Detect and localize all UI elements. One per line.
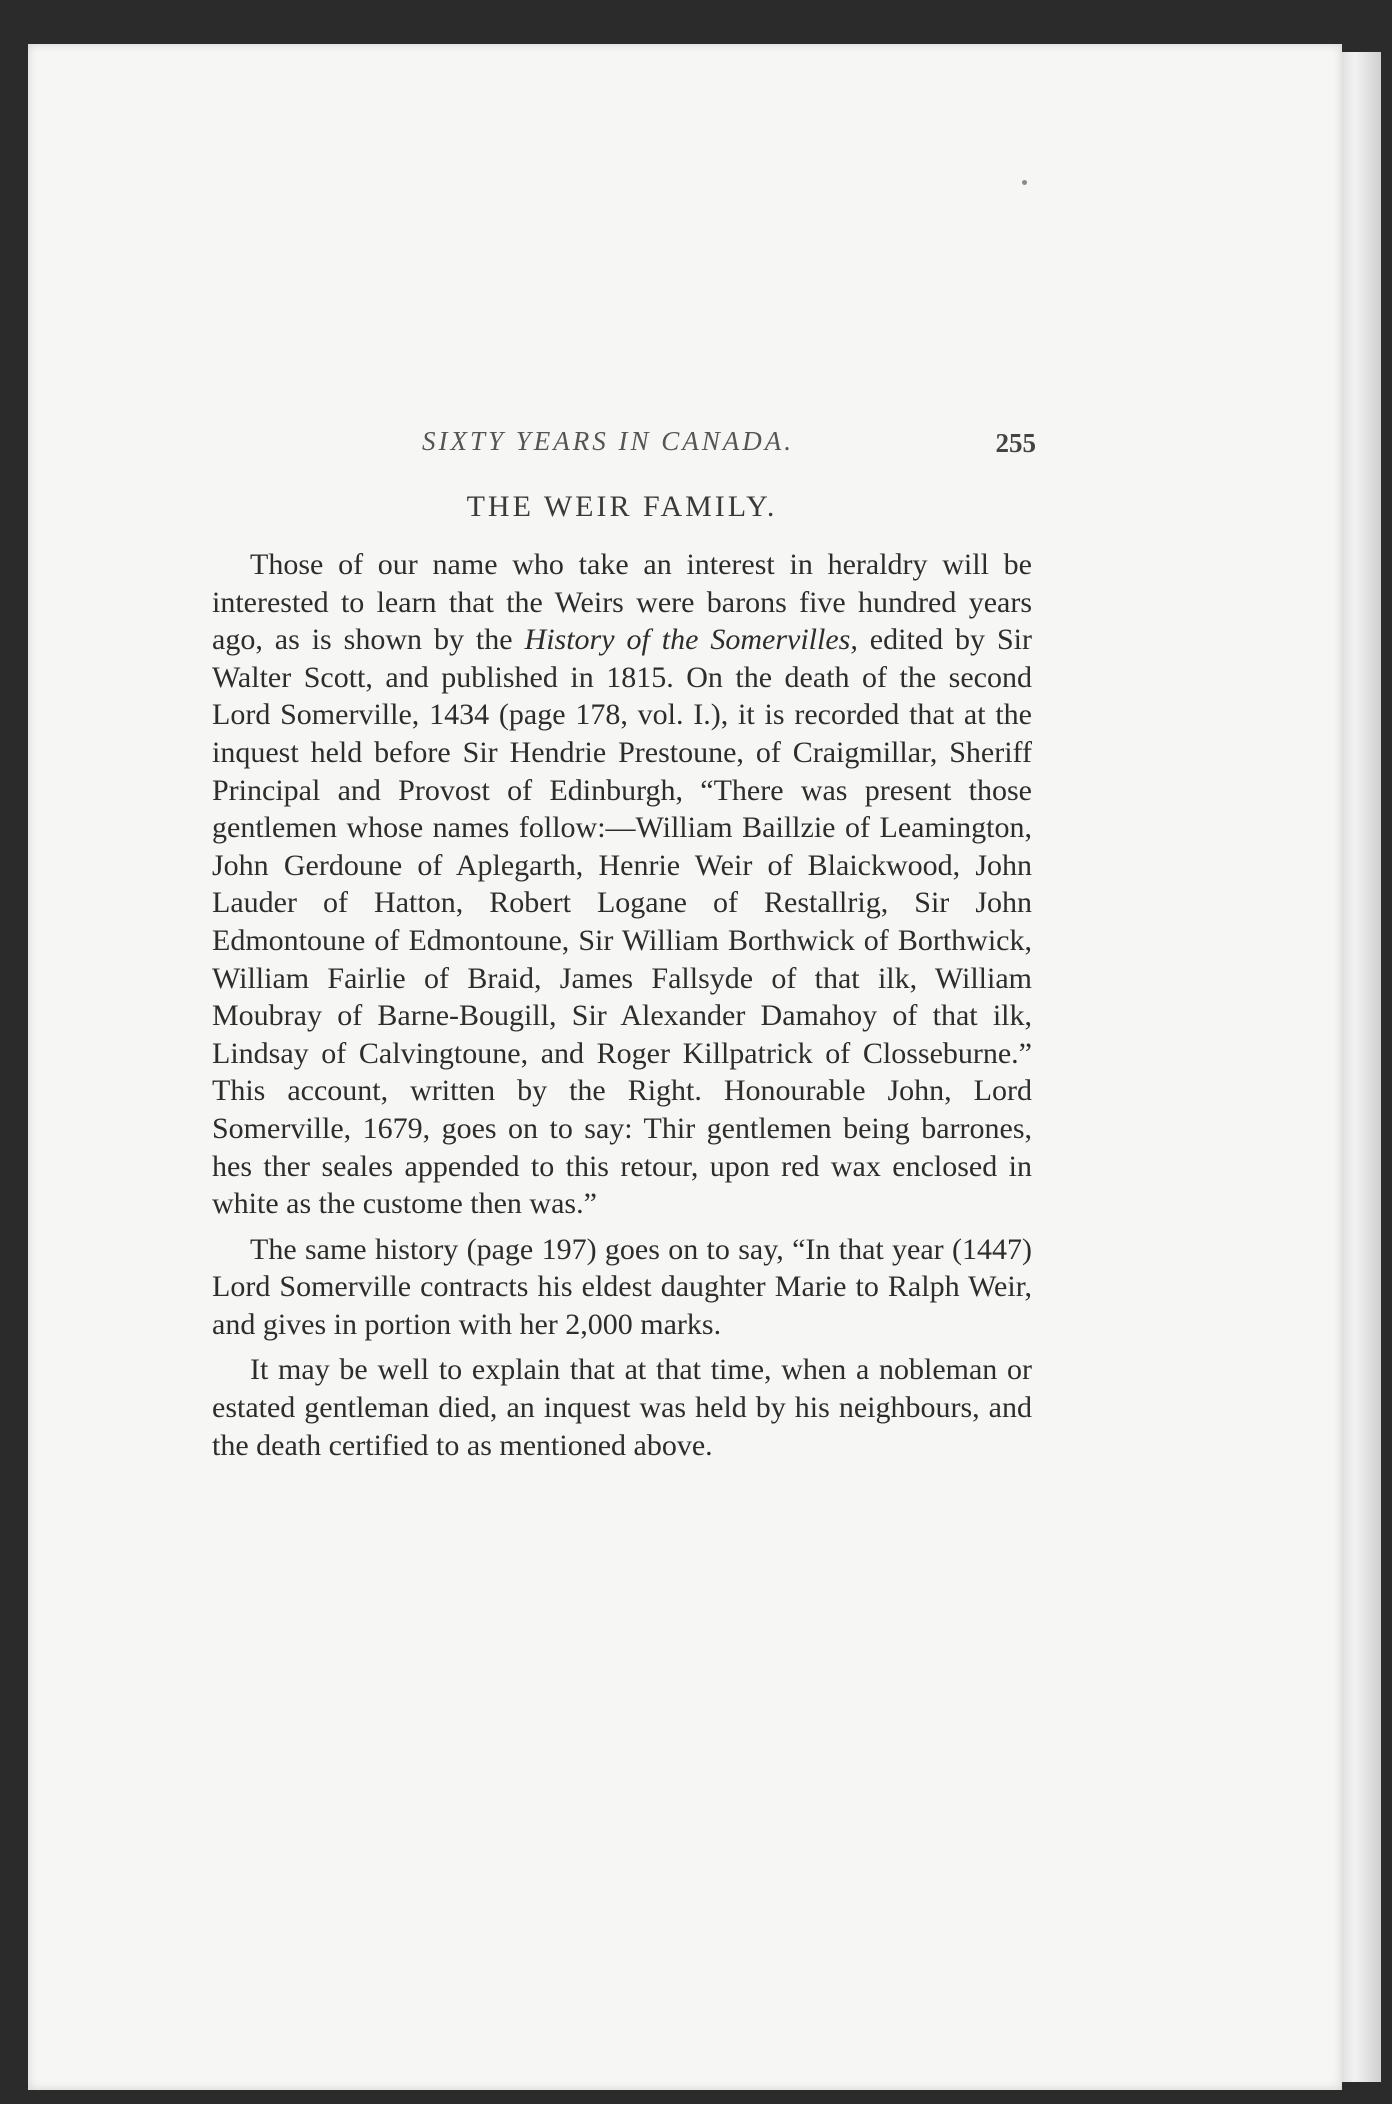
paragraph-1-part-b: edited by Sir Walter Scott, and published in 1815. On the death of the second Lord Somerville, 1434 (page 178, vol. I.), it is recorded that at the inquest held before Sir Hendrie Prestoune, of Craigmillar, Sheriff Principal and Provost of Edinburgh, “There was present those gentlemen whose names follow:—William Baillzie of Leamington, John Gerdoune of Aplegarth, Henrie Weir of Blaickwood, John Lauder of Hatton, Robert Logane of Restallrig, Sir John Edmontoune of Edmontoune, Sir William Borthwick of Borthwick, William Fairlie of Braid, James Fallsyde of that ilk, William Moubray of Barne-Bougill, Sir Alexander Damahoy of that ilk, Lindsay of Calvingtoune, and Roger Killpatrick of Closseburne.” This account, written by the Right. Honourable John, Lord Somerville, 1679, goes on to say: Thir gentlemen being barrones, hes ther seales appended to this retour, upon red wax enclosed in white as the custome then was.” <box>212 623 1033 1221</box>
paragraph-3: It may be well to explain that at that time, when a nobleman or estated gentleman died, an inquest was held by his neighbours, and the death certified to as mentioned above. <box>212 1353 1032 1462</box>
book-title-italic: History of the Somervilles, <box>524 623 858 657</box>
running-head <box>212 420 1036 464</box>
paragraph-2: The same history (page 197) goes on to say, “In that year (1447) Lord Somerville contracts his eldest daughter Marie to Ralph Weir, and gives in portion with her 2,000 marks. <box>212 1232 1032 1341</box>
book-page-text-block <box>212 420 1036 1464</box>
paper-speck <box>1022 180 1027 185</box>
section-title: THE WEIR FAMILY. <box>466 490 778 523</box>
page-edge <box>1336 52 1381 2082</box>
running-title: SIXTY YEARS IN CANADA. <box>422 426 795 456</box>
paragraph-1-part-a: Those of our name who take an interest in heraldry will be interested to learn that the Weirs were barons five hundred years ago, as is shown by the <box>212 548 1032 657</box>
paragraph-1 <box>212 546 1032 1223</box>
page-number: 255 <box>995 428 1036 458</box>
